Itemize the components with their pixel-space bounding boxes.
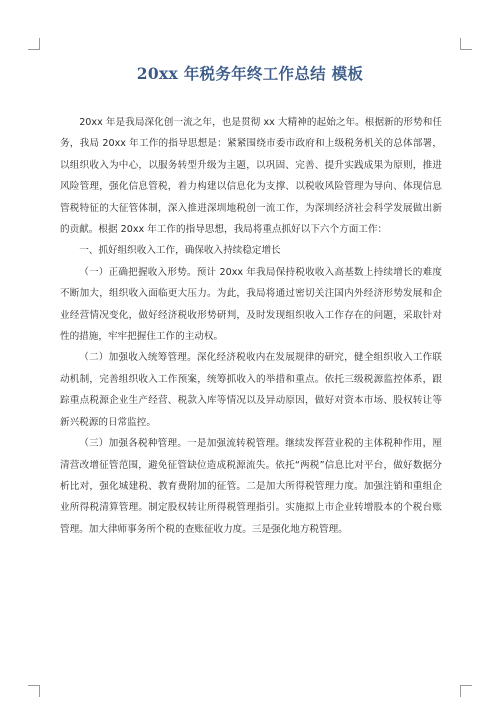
document-title: 20xx 年税务年终工作总结 模板 bbox=[136, 64, 364, 83]
body-paragraph: （二）加强收入统筹管理。深化经济税收内在发展规律的研究，健全组织收入工作联动机制，完善组织收入工作预案，统筹抓收入的举措和重点。依托三级税源监控体系，跟踪重点税源企业生产经营、税款入库等情况以及异动原因，做好对资本市场、股权转让等新兴税源的日常监控。 bbox=[60, 352, 442, 428]
crop-mark-top-left bbox=[28, 38, 40, 50]
crop-mark-top-right bbox=[460, 38, 472, 50]
crop-mark-bottom-right bbox=[460, 685, 472, 697]
section-heading: 一、抓好组织收入工作，确保收入持续稳定增长 bbox=[79, 245, 281, 257]
body-paragraph: （三）加强各税种管理。一是加强流转税管理。继续发挥营业税的主体税种作用，厘清营改增征管范围，避免征管缺位造成税源流失。依托“两税”信息比对平台，做好数据分析比对，强化城建税、教育费附加的征管。二是加大所得税管理力度。加强注销和重组企业所得税清算管理。制定股权转让所得税管理指引。实施拟上市企业转增股本的个税台账管理。加大律师事务所个税的查账征收力度。三是强化地方税管理。 bbox=[60, 438, 442, 535]
intro-paragraph: 20xx 年是我局深化创一流之年，也是贯彻 xx 大精神的起始之年。根据新的形势和任务，我局 20xx 年工作的指导思想是：紧紧围绕市委市政府和上级税务机关的总体部署，以组织收入为中心，以服务转型升级为主题，以巩固、完善、提升实践成果为原则，推进风险管理，强化信息管税，着力构建以信息化为支撑、以税收风险管理为导向、体现信息管税特征的大征管体制，深入推进深圳地税创一流工作，为深圳经济社会科学发展做出新的贡献。根据 20xx 年工作的指导思想，我局将重点抓好以下六个方面工作： bbox=[60, 117, 442, 236]
document-body bbox=[60, 112, 442, 540]
body-paragraph: （一）正确把握收入形势。预计 20xx 年我局保持税收收入高基数上持续增长的难度不断加大，组织收入面临更大压力。为此，我局将通过密切关注国内外经济形势发展和企业经营情况变化，做好经济税收形势研判，及时发现组织收入工作存在的问题，采取针对性的措施，牢牢把握住工作的主动权。 bbox=[60, 266, 442, 343]
crop-mark-bottom-left bbox=[28, 685, 40, 697]
